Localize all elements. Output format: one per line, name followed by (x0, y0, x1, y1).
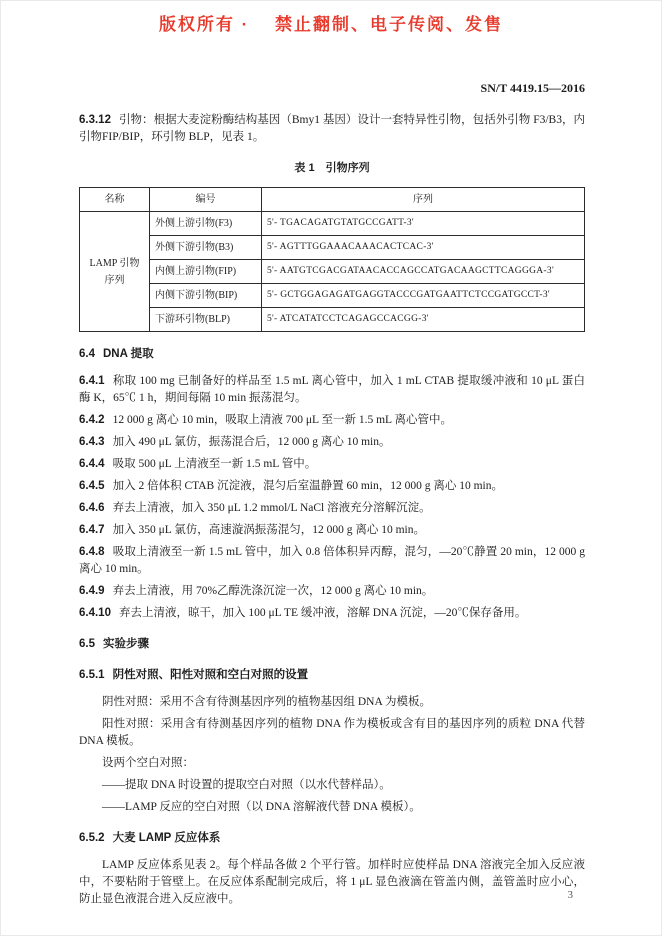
clause-text: 吸取上清液至一新 1.5 mL 管中，加入 0.8 倍体积异丙醇，混匀，—20℃静置 20 min，12 000 g 离心 10 min。 (79, 546, 585, 575)
clause-6-3-12 (79, 112, 585, 146)
procedure-item-6-4-1 (79, 373, 585, 407)
section-6-5-heading (79, 636, 585, 653)
clause-number: 6.4.9 (79, 585, 105, 597)
clause-text: 弃去上清液，加入 350 μL 1.2 mmol/L NaCl 溶液充分溶解沉淀。 (112, 502, 431, 514)
primer-seq-cell: 5'- ATCATATCCTCAGAGCCACGG-3' (262, 308, 585, 332)
lamp-reaction-paragraph: LAMP 反应体系见表 2。每个样品各做 2 个平行管。加样时应使样品 DNA 溶液完全加入反应液中，不要粘附于管壁上。在反应体系配制完成后，将 1 μL 显色液滴在管盖内侧，盖管盖时应小心，防止显色液混合进入反应液中。 (79, 859, 585, 905)
clause-text: 加入 490 μL 氯仿，振荡混合后，12 000 g 离心 10 min。 (112, 436, 391, 448)
primer-seq-cell: 5'- GCTGGAGAGATGAGGTACCCGATGAATTCTCCGATGCCT-3' (262, 284, 585, 308)
section-6-5-2-heading (79, 830, 585, 847)
primer-seq-cell: 5'- AATGTCGACGATAACACCAGCCATGACAAGCTTCAGGGA-3' (262, 260, 585, 284)
doc-number: SN/T 4419.15—2016 (480, 81, 585, 95)
section-title: 大麦 LAMP 反应体系 (112, 832, 221, 844)
primer-group-label: LAMP 引物序列 (80, 212, 150, 332)
primer-id-cell: 外侧上游引物(F3) (150, 212, 262, 236)
clause-number: 6.4.10 (79, 607, 111, 619)
section-number: 6.5.1 (79, 669, 105, 681)
section-6-4-heading (79, 346, 585, 363)
primer-id-cell: 下游环引物(BLP) (150, 308, 262, 332)
col-header-name: 名称 (80, 188, 150, 212)
primer-seq-cell: 5'- AGTTTGGAAACAAACACTCAC-3' (262, 236, 585, 260)
copyright-banner: 版权所有 · 禁止翻制、电子传阅、发售 (158, 15, 504, 34)
clause-number: 6.4.7 (79, 524, 105, 536)
section-number: 6.5.2 (79, 832, 105, 844)
negative-control-paragraph: 阴性对照：采用不含有待测基因序列的植物基因组 DNA 为模板。 (102, 696, 432, 708)
procedure-item-6-4-9 (79, 583, 585, 600)
primer-seq-cell: 5'- TGACAGATGTATGCCGATT-3' (262, 212, 585, 236)
procedure-item-6-4-4 (79, 456, 585, 473)
procedure-item-6-4-10 (79, 605, 585, 622)
blank-control-intro: 设两个空白对照： (102, 757, 194, 769)
section-title: 阴性对照、阳性对照和空白对照的设置 (112, 669, 309, 681)
table-row (80, 284, 585, 308)
table-row (80, 212, 585, 236)
clause-text: 加入 2 倍体积 CTAB 沉淀液，混匀后室温静置 60 min，12 000 g 离心 10 min。 (112, 480, 503, 492)
section-number: 6.4 (79, 348, 95, 360)
clause-number: 6.4.2 (79, 414, 105, 426)
col-header-id: 编号 (150, 188, 262, 212)
clause-text: 弃去上清液，用 70%乙醇洗涤沉淀一次，12 000 g 离心 10 min。 (112, 585, 434, 597)
clause-number: 6.4.4 (79, 458, 105, 470)
clause-text: 称取 100 mg 已制备好的样品至 1.5 mL 离心管中，加入 1 mL CTAB 提取缓冲液和 10 μL 蛋白酶 K，65℃ 1 h，期间每隔 10 min 振荡混匀。 (79, 375, 585, 404)
blank-control-item-1: ——提取 DNA 时设置的提取空白对照（以水代替样品）。 (102, 779, 391, 791)
table-row (80, 236, 585, 260)
page-content (79, 112, 585, 908)
table-header-row (80, 188, 585, 212)
primer-id-cell: 外侧下游引物(B3) (150, 236, 262, 260)
procedure-item-6-4-8 (79, 544, 585, 578)
clause-number: 6.4.5 (79, 480, 105, 492)
clause-number: 6.4.6 (79, 502, 105, 514)
section-6-5-1-heading (79, 667, 585, 684)
blank-control-item-2: ——LAMP 反应的空白对照（以 DNA 溶解液代替 DNA 模板）。 (102, 801, 421, 813)
procedure-item-6-4-6 (79, 500, 585, 517)
clause-text: 加入 350 μL 氯仿，高速漩涡振荡混匀，12 000 g 离心 10 min。 (112, 524, 425, 536)
positive-control-paragraph: 阳性对照：采用含有待测基因序列的植物 DNA 作为模板或含有目的基因序列的质粒 DNA 代替DNA 模板。 (79, 718, 585, 747)
clause-text: 吸取 500 μL 上清液至一新 1.5 mL 管中。 (112, 458, 317, 470)
clause-number: 6.4.8 (79, 546, 105, 558)
procedure-item-6-4-7 (79, 522, 585, 539)
section-number: 6.5 (79, 638, 95, 650)
table-1-caption: 表 1 引物序列 (294, 162, 370, 174)
clause-number: 6.4.1 (79, 375, 105, 387)
table-row (80, 308, 585, 332)
section-title: 实验步骤 (103, 638, 149, 650)
primer-table (79, 187, 585, 332)
clause-number: 6.4.3 (79, 436, 105, 448)
section-title: DNA 提取 (103, 348, 154, 360)
col-header-seq: 序列 (262, 188, 585, 212)
clause-text: 弃去上清液，晾干，加入 100 μL TE 缓冲液，溶解 DNA 沉淀，—20℃保存备用。 (118, 607, 527, 619)
page-number: 3 (567, 889, 573, 901)
table-row (80, 260, 585, 284)
primer-id-cell: 内侧下游引物(BIP) (150, 284, 262, 308)
primer-id-cell: 内侧上游引物(FIP) (150, 260, 262, 284)
procedure-item-6-4-2 (79, 412, 585, 429)
clause-number: 6.3.12 (79, 114, 111, 126)
procedure-item-6-4-5 (79, 478, 585, 495)
clause-text: 引物：根据大麦淀粉酶结构基因（Bmy1 基因）设计一套特异性引物，包括外引物 F3/B3，内引物FIP/BIP，环引物 BLP，见表 1。 (79, 114, 585, 143)
procedure-item-6-4-3 (79, 434, 585, 451)
clause-text: 12 000 g 离心 10 min，吸取上清液 700 μL 至一新 1.5 mL 离心管中。 (112, 414, 453, 426)
